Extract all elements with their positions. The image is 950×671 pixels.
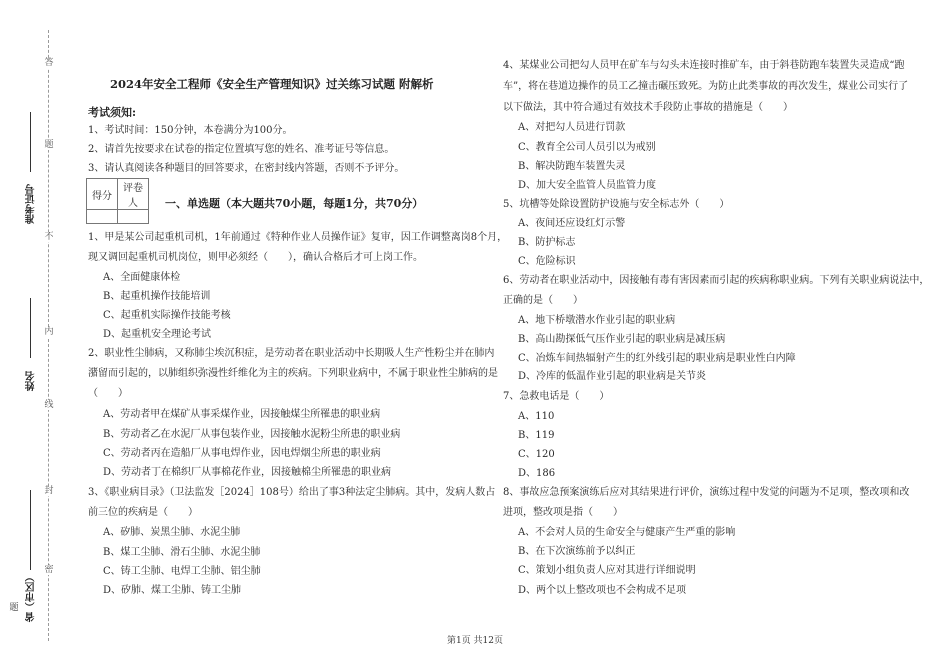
seal-tail-char: 题 — [9, 603, 19, 613]
question-option: D、冷库的低温作业引起的职业病是关节炎 — [518, 371, 707, 382]
question-option: D、两个以上整改项也不会构成不足项 — [518, 585, 687, 596]
seal-char: 内 — [44, 327, 54, 337]
question-stem-line: 6、劳动者在职业活动中，因接触有毒有害因素而引起的疾病称职业病。下列有关职业病说法中， — [503, 275, 930, 286]
question-option: A、全面健康体检 — [103, 272, 181, 283]
question-option: A、夜间还应设红灯示警 — [518, 218, 626, 229]
page-number: 第1页 共12页 — [446, 636, 504, 646]
question-stem-line: 1、甲是某公司起重机司机，1年前通过《特种作业人员操作证》复审，因工作调整离岗8个月， — [88, 232, 508, 243]
question-option: D、矽肺、煤工尘肺、铸工尘肺 — [103, 585, 242, 596]
notice-item: 3、请认真阅读各种题目的回答要求，在密封线内答题，否则不予评分。 — [88, 163, 405, 174]
seal-char: 不 — [44, 232, 54, 242]
seal-char: 线 — [44, 400, 54, 410]
grader-cell — [118, 210, 149, 224]
question-stem-line: 2、职业性尘肺病，又称肺尘埃沉积症，是劳动者在职业活动中长期吸人生产性粉尘并在肺内 — [88, 348, 495, 359]
question-stem-line: 前三位的疾病是（ ） — [88, 507, 198, 518]
question-option: B、解决防跑车装置失灵 — [518, 161, 626, 172]
question-option: D、186 — [518, 468, 556, 479]
question-option: A、不会对人员的生命安全与健康产生严重的影响 — [518, 527, 736, 538]
question-option: D、加大安全监管人员监管力度 — [518, 180, 657, 191]
seal-char: 答 — [44, 58, 54, 68]
question-stem-line: 以下做法，其中符合通过有效技术手段防止事故的措施是（ ） — [503, 102, 793, 113]
question-stem-line: 潴留而引起的，以肺组织弥漫性纤维化为主的疾病。下列职业病中，不属于职业性尘肺病的是 — [88, 368, 498, 379]
question-option: D、劳动者丁在棉织厂从事棉花作业，因接触棉尘所罹患的职业病 — [103, 467, 392, 478]
question-option: B、起重机操作技能培训 — [103, 291, 211, 302]
question-stem-line: （ ） — [88, 388, 128, 399]
question-option: C、教育全公司人员引以为戒别 — [518, 142, 656, 153]
question-option: A、劳动者甲在煤矿从事采煤作业，因接触煤尘所罹患的职业病 — [103, 409, 381, 420]
notice-heading: 考试须知: — [88, 106, 137, 119]
question-option: C、策划小组负责人应对其进行详细说明 — [518, 565, 696, 576]
question-option: D、起重机安全理论考试 — [103, 329, 212, 340]
question-stem-line: 7、急救电话是（ ） — [503, 391, 610, 402]
question-stem-line: 5、坑槽等处除设置防护设施与安全标志外（ ） — [503, 199, 730, 210]
question-stem-line: 进项，整改项是指（ ） — [503, 507, 623, 518]
page-title: 2024年安全工程师《安全生产管理知识》过关练习试题 附解析 — [110, 77, 434, 91]
question-stem-line: 车”，将在巷道边操作的员工乙撞击碾压致死。为防止此类事故的再次发生，煤业公司实行了 — [503, 81, 909, 92]
section-title: 一、单选题（本大题共70小题，每题1分，共70分） — [165, 197, 424, 210]
seal-char: 题 — [44, 140, 54, 150]
exam-no-label: 准考证号 — [26, 184, 37, 224]
question-option: C、120 — [518, 449, 555, 460]
question-option: B、煤工尘肺、滑石尘肺、水泥尘肺 — [103, 547, 261, 558]
score-box — [86, 178, 149, 224]
question-option: C、危险标识 — [518, 256, 576, 267]
question-option: C、劳动者丙在造船厂从事电焊作业，因电焊烟尘所患的职业病 — [103, 448, 381, 459]
question-option: C、冶炼车间热辐射产生的红外线引起的职业病是职业性白内障 — [518, 353, 796, 364]
exam-no-line — [30, 112, 31, 172]
name-label: 姓名 — [26, 371, 37, 391]
province-label: 省（市区） — [26, 572, 37, 622]
question-stem-line: 3、《职业病目录》（卫法监发［2024］108号）给出了事3种法定尘肺病。其中，发病人数占 — [88, 487, 496, 498]
question-option: C、铸工尘肺、电焊工尘肺、铝尘肺 — [103, 566, 261, 577]
question-option: B、劳动者乙在水泥厂从事包装作业，因接触水泥粉尘所患的职业病 — [103, 429, 401, 440]
name-line — [30, 298, 31, 358]
question-option: A、地下桥墩潜水作业引起的职业病 — [518, 315, 676, 326]
question-option: B、防护标志 — [518, 237, 576, 248]
notice-item: 1、考试时间：150分钟，本卷满分为100分。 — [88, 125, 293, 136]
question-stem-line: 现又调回起重机司机岗位，则甲必须经（ ），确认合格后才可上岗工作。 — [88, 252, 423, 263]
notice-item: 2、请首先按要求在试卷的指定位置填写您的姓名、准考证号等信息。 — [88, 144, 395, 155]
grader-label: 评卷人 — [118, 179, 149, 210]
province-line — [30, 490, 31, 570]
seal-char: 密 — [44, 565, 54, 575]
question-option: B、119 — [518, 430, 555, 441]
question-stem-line: 正确的是（ ） — [503, 295, 583, 306]
score-cell — [87, 210, 118, 224]
binding-strip — [0, 0, 70, 671]
question-option: A、对把勾人员进行罚款 — [518, 122, 626, 133]
seal-char: 封 — [44, 486, 54, 496]
question-stem-line: 4、某煤业公司把勾人员甲在矿车与勾头未连接时推矿车，由于斜巷防跑车装置失灵造成“跑 — [503, 60, 905, 71]
question-option: B、在下次演练前予以纠正 — [518, 546, 636, 557]
score-label: 得分 — [87, 179, 118, 210]
question-option: B、高山勘探低气压作业引起的职业病是减压病 — [518, 334, 726, 345]
question-option: A、矽肺、炭黑尘肺、水泥尘肺 — [103, 527, 241, 538]
question-option: C、起重机实际操作技能考核 — [103, 310, 231, 321]
question-stem-line: 8、事故应急预案演练后应对其结果进行评价，演练过程中发觉的问题为不足项，整改项和改 — [503, 487, 910, 498]
question-option: A、110 — [518, 411, 555, 422]
